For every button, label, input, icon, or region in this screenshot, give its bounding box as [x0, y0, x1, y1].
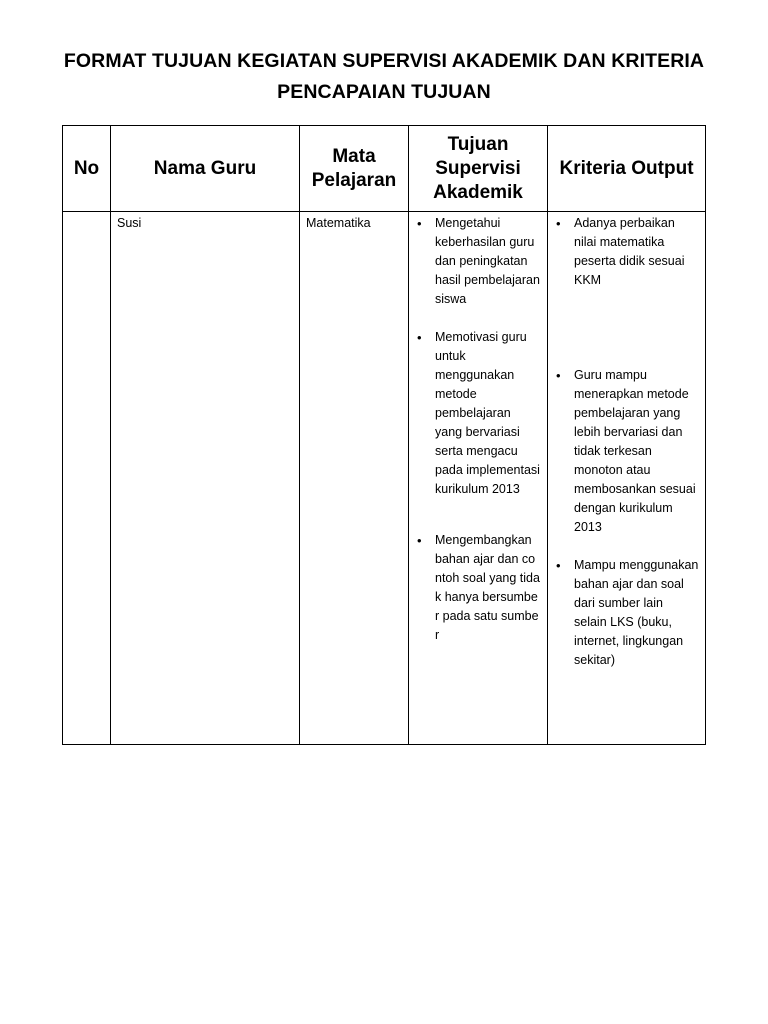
tujuan-item-3: • Mengembangkan bahan ajar dan contoh soal yang tidak hanya bersumber pada satu sumber	[415, 531, 541, 645]
header-no: No	[63, 126, 111, 212]
cell-mata-pelajaran: Matematika	[300, 212, 409, 745]
kriteria-list	[554, 214, 699, 670]
document-title-line-2: PENCAPAIAN TUJUAN	[277, 81, 491, 103]
kriteria-item-1: • Adanya perbaikan nilai matematika peserta didik sesuai KKM	[554, 214, 699, 290]
document-title-line-1: FORMAT TUJUAN KEGIATAN SUPERVISI AKADEMIK DAN KRITERIA	[63, 50, 705, 72]
header-tujuan-supervisi-akademik: Tujuan Supervisi Akademik	[409, 126, 548, 212]
cell-nama-guru: Susi	[111, 212, 300, 745]
tujuan-item-2: • Memotivasi guru untuk menggunakan metode pembelajaran yang bervariasi serta mengacu pada implementasi kurikulum 2013	[415, 328, 541, 499]
cell-no	[63, 212, 111, 745]
supervision-table	[62, 125, 706, 745]
kriteria-item-2: • Guru mampu menerapkan metode pembelajaran yang lebih bervariasi dan tidak terkesan monoton atau membosankan sesuai dengan kurikulum 2013	[554, 366, 699, 537]
document-title	[40, 46, 728, 108]
cell-kriteria	[548, 212, 706, 745]
cell-tujuan	[409, 212, 548, 745]
table-header-row	[63, 126, 706, 212]
kriteria-item-3: • Mampu menggunakan bahan ajar dan soal dari sumber lain selain LKS (buku, internet, lingkungan sekitar)	[554, 556, 699, 670]
table-row	[63, 212, 706, 745]
header-kriteria-output: Kriteria Output	[548, 126, 706, 212]
header-mata-pelajaran: Mata Pelajaran	[300, 126, 409, 212]
tujuan-list	[415, 214, 541, 645]
header-nama-guru: Nama Guru	[111, 126, 300, 212]
tujuan-item-1: • Mengetahui keberhasilan guru dan peningkatan hasil pembelajaran siswa	[415, 214, 541, 309]
